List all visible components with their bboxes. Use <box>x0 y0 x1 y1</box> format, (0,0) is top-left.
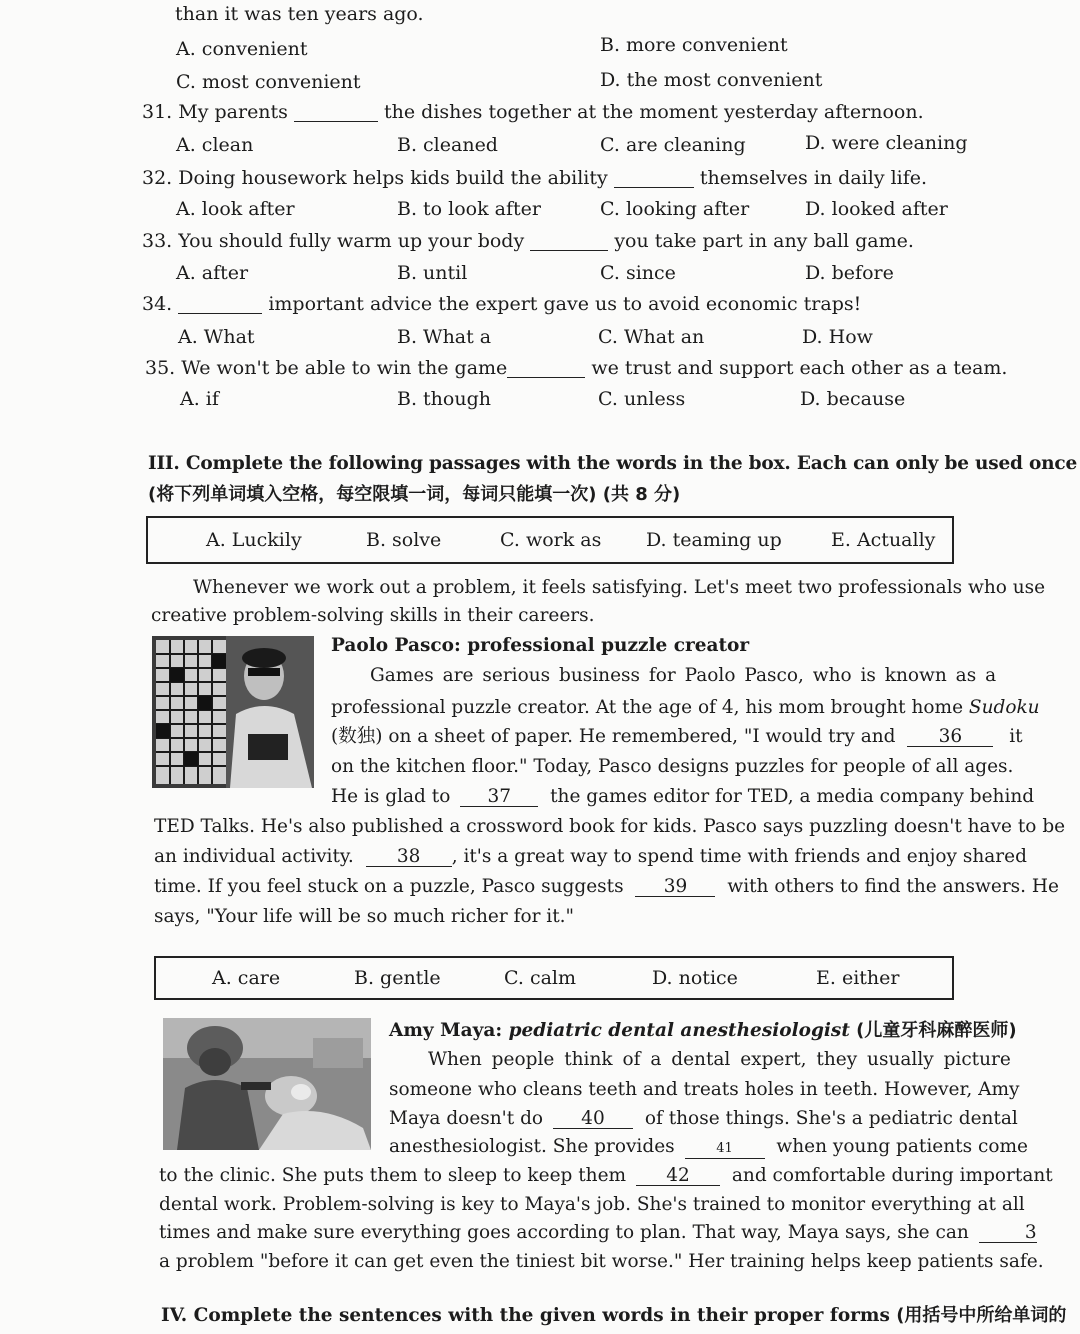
text: , it's a great way to spend time with friends and enjoy shared <box>451 846 1027 867</box>
text: with others to find the answers. He <box>727 876 1060 897</box>
puzzle-grid-photo-image <box>152 636 314 788</box>
answer-blank <box>530 232 608 251</box>
word-box-1 <box>146 516 954 564</box>
amy-title <box>389 1019 1017 1043</box>
question-35 <box>145 356 1007 380</box>
q30-option-c: C. most convenient <box>176 71 361 93</box>
word-option-b: B. solve <box>366 529 442 551</box>
passage-intro-line-1: Whenever we work out a problem, it feels satisfying. Let's meet two professionals who use <box>193 577 1046 598</box>
blank-41: 41 <box>685 1140 765 1159</box>
paolo-line-5 <box>331 785 1034 809</box>
question-text-before: My parents <box>178 101 288 123</box>
q32-option-b: B. to look after <box>397 198 541 220</box>
text: an individual activity. <box>154 846 354 867</box>
text: IV. Complete the sentences with the given words in their proper forms <box>161 1305 890 1326</box>
text: time. If you feel stuck on a puzzle, Pasco suggests <box>154 876 624 897</box>
text: professional puzzle creator. At the age of 4, his mom brought home <box>331 697 969 718</box>
amy-line-2: someone who cleans teeth and treats holes in teeth. However, Amy <box>389 1079 1020 1100</box>
text: when young patients come <box>776 1136 1028 1157</box>
dental-clinic-photo-image <box>163 1018 371 1150</box>
text: Amy Maya: <box>389 1020 509 1041</box>
amy-line-4 <box>389 1135 1028 1159</box>
word-option-a: A. Luckily <box>206 529 302 551</box>
blank-40: 40 <box>553 1110 633 1129</box>
q35-option-a: A. if <box>180 388 219 410</box>
question-32 <box>142 166 927 190</box>
answer-blank <box>294 103 378 122</box>
question-text-before: Doing housework helps kids build the ability <box>178 167 608 189</box>
q34-option-a: A. What <box>178 326 255 348</box>
q35-option-d: D. because <box>800 388 906 410</box>
q30-option-d: D. the most convenient <box>600 69 823 91</box>
paolo-pasco-photo <box>152 636 314 788</box>
amy-line-8: a problem "before it can get even the tiniest bit worse." Her training helps keep patients safe. <box>159 1251 1044 1272</box>
q34-option-b: B. What a <box>397 326 492 348</box>
blank-42: 42 <box>636 1167 720 1186</box>
word-option-e: E. Actually <box>831 529 936 551</box>
q33-option-b: B. until <box>397 262 468 284</box>
text: Maya doesn't do <box>389 1108 544 1129</box>
text: (用括号中所给单词的 <box>889 1305 1067 1326</box>
paolo-line-2 <box>331 696 1040 720</box>
paolo-line-1: Games are serious business for Paolo Pasco, who is known as a <box>370 665 997 686</box>
word-option-c: C. calm <box>504 967 577 989</box>
section-4-heading <box>161 1304 1066 1328</box>
question-text-after: themselves in daily life. <box>699 167 928 189</box>
q32-option-a: A. look after <box>176 198 295 220</box>
blank-43: 3 <box>979 1224 1037 1243</box>
word-box-2 <box>154 956 954 1000</box>
q32-option-d: D. looked after <box>805 198 948 220</box>
text: and comfortable during important <box>731 1165 1053 1186</box>
q34-option-c: C. What an <box>598 326 705 348</box>
q35-option-b: B. though <box>397 388 491 410</box>
amy-line-5 <box>159 1164 1053 1188</box>
passage-intro-line-2: creative problem-solving skills in their careers. <box>151 605 595 626</box>
section-3-heading: III. Complete the following passages with the words in the box. Each can only be used once <box>148 453 1078 474</box>
question-34 <box>142 292 861 316</box>
q34-option-d: D. How <box>802 326 873 348</box>
blank-39: 39 <box>635 878 715 897</box>
word-option-e: E. either <box>816 967 900 989</box>
q31-option-a: A. clean <box>176 134 254 156</box>
text: times and make sure everything goes according to plan. That way, Maya says, she can <box>159 1222 969 1243</box>
question-number: 35. <box>145 357 176 379</box>
blank-37: 37 <box>460 788 538 807</box>
question-text-after: the dishes together at the moment yesterday afternoon. <box>384 101 924 123</box>
text: pediatric dental anesthesiologist <box>508 1020 850 1041</box>
answer-blank <box>507 359 585 378</box>
q33-option-d: D. before <box>805 262 894 284</box>
question-number: 31. <box>142 101 173 123</box>
amy-line-6: dental work. Problem-solving is key to Maya's job. She's trained to monitor everything at all <box>159 1194 1025 1215</box>
question-text-after: we trust and support each other as a team. <box>591 357 1008 379</box>
question-text-after: you take part in any ball game. <box>614 230 914 252</box>
section-3-heading-cn: (将下列单词填入空格，每空限填一词，每词只能填一次) (共 8 分) <box>148 484 681 505</box>
text: (儿童牙科麻醉医师) <box>849 1020 1017 1041</box>
question-text-before: You should fully warm up your body <box>178 230 525 252</box>
q30-option-a: A. convenient <box>176 38 308 60</box>
sudoku-word: Sudoku <box>968 697 1040 718</box>
q35-option-c: C. unless <box>598 388 686 410</box>
question-number: 32. <box>142 167 173 189</box>
text: the games editor for TED, a media company behind <box>550 786 1035 807</box>
paolo-line-3 <box>331 725 1023 749</box>
text: of those things. She's a pediatric dental <box>644 1108 1018 1129</box>
q30-option-b: B. more convenient <box>600 34 788 56</box>
q32-option-c: C. looking after <box>600 198 750 220</box>
q31-option-c: C. are cleaning <box>600 134 746 156</box>
paolo-line-7 <box>154 845 1027 869</box>
intro-line: than it was ten years ago. <box>175 3 424 25</box>
paolo-line-9: says, "Your life will be so much richer for it." <box>154 906 575 927</box>
question-text-before: We won't be able to win the game <box>181 357 508 379</box>
question-number: 33. <box>142 230 173 252</box>
amy-line-7 <box>159 1221 1037 1245</box>
answer-blank <box>614 169 694 188</box>
q33-option-c: C. since <box>600 262 676 284</box>
paolo-title: Paolo Pasco: professional puzzle creator <box>331 635 750 656</box>
blank-38: 38 <box>366 848 452 867</box>
word-option-d: D. notice <box>652 967 738 989</box>
text: it <box>1009 726 1023 747</box>
question-33 <box>142 229 914 253</box>
blank-36: 36 <box>907 728 993 747</box>
question-31 <box>142 100 924 124</box>
q31-option-d: D. were cleaning <box>805 132 968 154</box>
question-number: 34. <box>142 293 173 315</box>
amy-line-1: When people think of a dental expert, they usually picture <box>428 1049 1011 1070</box>
text: anesthesiologist. She provides <box>389 1136 675 1157</box>
paolo-line-6: TED Talks. He's also published a crossword book for kids. Pasco says puzzling doesn't have to be <box>154 816 1066 837</box>
amy-maya-photo <box>163 1018 371 1150</box>
text: to the clinic. She puts them to sleep to keep them <box>159 1165 627 1186</box>
paolo-line-4: on the kitchen floor." Today, Pasco designs puzzles for people of all ages. <box>331 756 1014 777</box>
word-option-d: D. teaming up <box>646 529 782 551</box>
question-text-after: important advice the expert gave us to avoid economic traps! <box>268 293 862 315</box>
answer-blank <box>178 295 262 314</box>
text: He is glad to <box>331 786 451 807</box>
text: (数独) on a sheet of paper. He remembered, "I would try and <box>331 726 896 747</box>
amy-line-3 <box>389 1107 1018 1131</box>
paolo-line-8 <box>154 875 1059 899</box>
word-option-b: B. gentle <box>354 967 441 989</box>
word-option-c: C. work as <box>500 529 602 551</box>
q31-option-b: B. cleaned <box>397 134 498 156</box>
q33-option-a: A. after <box>176 262 249 284</box>
word-option-a: A. care <box>212 967 281 989</box>
